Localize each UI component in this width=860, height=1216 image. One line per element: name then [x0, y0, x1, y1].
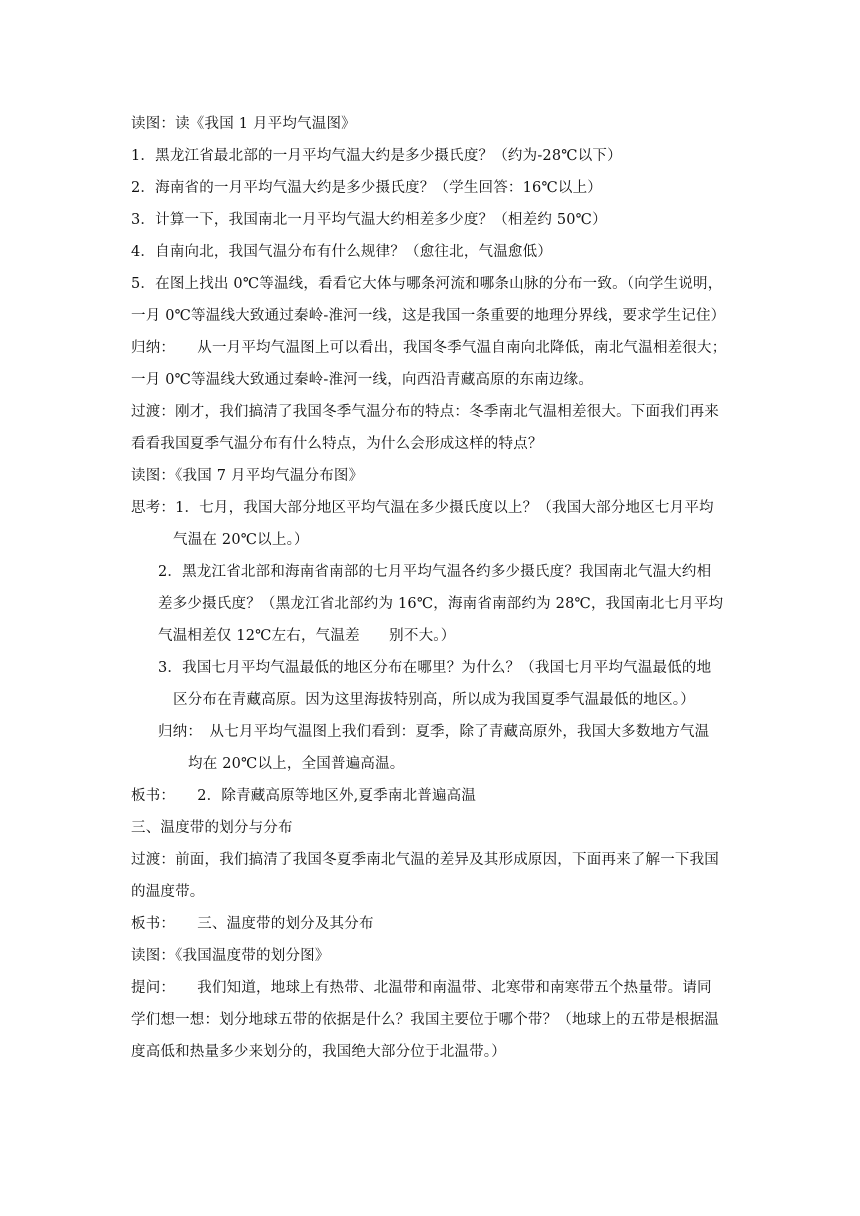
paragraph-think-3 — [131, 652, 731, 716]
paragraph-summary-winter — [131, 332, 731, 396]
text-line: 3．计算一下，我国南北一月平均气温大约相差多少度？（相差约 50℃） — [131, 212, 607, 228]
text-line: 板书： 三、温度带的划分及其分布 — [131, 916, 374, 932]
paragraph-think-1 — [131, 492, 731, 556]
paragraph-question-4 — [131, 236, 731, 268]
text-line: 归纳： 从七月平均气温图上我们看到：夏季，除了青藏高原外，我国大多数地方气温 — [158, 724, 710, 740]
section-heading-temperature-zones — [131, 812, 731, 844]
text-line: 2．海南省的一月平均气温大约是多少摄氏度？（学生回答：16℃以上） — [131, 180, 602, 196]
document-body — [131, 108, 731, 1068]
text-line: 读图：《我国温度带的划分图》 — [131, 948, 330, 964]
paragraph-think-2 — [131, 556, 731, 652]
paragraph-question-5 — [131, 268, 731, 332]
text-line: 2．黑龙江省北部和海南省南部的七月平均气温各约多少摄氏度？我国南北气温大约相 — [158, 564, 712, 580]
paragraph-read-map-jan — [131, 108, 731, 140]
text-line: 3．我国七月平均气温最低的地区分布在哪里？为什么？（我国七月平均气温最低的地 — [158, 660, 712, 676]
paragraph-read-map-zones — [131, 940, 731, 972]
paragraph-question-3 — [131, 204, 731, 236]
text-line: 过渡：刚才，我们搞清了我国冬季气温分布的特点：冬季南北气温相差很大。下面我们再来 — [131, 404, 719, 420]
text-line: 一月 0℃等温线大致通过秦岭-淮河一线，这是我国一条重要的地理分界线，要求学生记住） — [131, 308, 726, 324]
text-line: 4．自南向北，我国气温分布有什么规律？（愈往北，气温愈低） — [131, 244, 553, 260]
text-line: 差多少摄氏度？（黑龙江省北部约为 16℃，海南省南部约为 28℃，我国南北七月平均 — [158, 596, 724, 612]
text-line: 5．在图上找出 0℃等温线，看看它大体与哪条河流和哪条山脉的分布一致。（向学生说明， — [131, 276, 723, 292]
paragraph-board-summer — [131, 780, 731, 812]
paragraph-transition-summer — [131, 396, 731, 460]
text-line: 看看我国夏季气温分布有什么特点，为什么会形成这样的特点？ — [131, 436, 543, 452]
paragraph-summary-summer — [131, 716, 731, 780]
text-line: 读图：《我国 7 月平均气温分布图》 — [131, 468, 364, 484]
text-line: 提问： 我们知道，地球上有热带、北温带和南温带、北寒带和南寒带五个热量带。请同 — [131, 980, 712, 996]
text-line: 板书： 2．除青藏高原等地区外,夏季南北普遍高温 — [131, 788, 477, 804]
text-line: 气温在 20℃以上。） — [173, 532, 309, 548]
text-line: 三、温度带的划分与分布 — [131, 820, 293, 836]
text-line: 思考：1．七月，我国大部分地区平均气温在多少摄氏度以上？（我国大部分地区七月平均 — [131, 500, 714, 516]
paragraph-board-zones — [131, 908, 731, 940]
paragraph-question-1 — [131, 140, 731, 172]
text-line: 的温度带。 — [131, 884, 205, 900]
text-line: 均在 20℃以上，全国普遍高温。 — [188, 756, 405, 772]
text-line: 归纳： 从一月平均气温图上可以看出，我国冬季气温自南向北降低，南北气温相差很大； — [131, 340, 727, 356]
text-line: 一月 0℃等温线大致通过秦岭-淮河一线，向西沿青藏高原的东南边缘。 — [131, 372, 594, 388]
paragraph-question-2 — [131, 172, 731, 204]
text-line: 1．黑龙江省最北部的一月平均气温大约是多少摄氏度？（约为-28℃以下） — [131, 148, 622, 164]
paragraph-read-map-jul — [131, 460, 731, 492]
text-line: 气温相差仅 12℃左右，气温差 别不大。） — [158, 628, 456, 644]
paragraph-question-zones — [131, 972, 731, 1068]
text-line: 学们想一想：划分地球五带的依据是什么？我国主要位于哪个带？（地球上的五带是根据温 — [131, 1012, 719, 1028]
text-line: 读图：读《我国 1 月平均气温图》 — [131, 116, 356, 132]
text-line: 区分布在青藏高原。因为这里海拔特别高，所以成为我国夏季气温最低的地区。） — [173, 692, 695, 708]
paragraph-transition-zones — [131, 844, 731, 908]
text-line: 过渡：前面，我们搞清了我国冬夏季南北气温的差异及其形成原因，下面再来了解一下我国 — [131, 852, 719, 868]
text-line: 度高低和热量多少来划分的，我国绝大部分位于北温带。） — [131, 1044, 506, 1060]
